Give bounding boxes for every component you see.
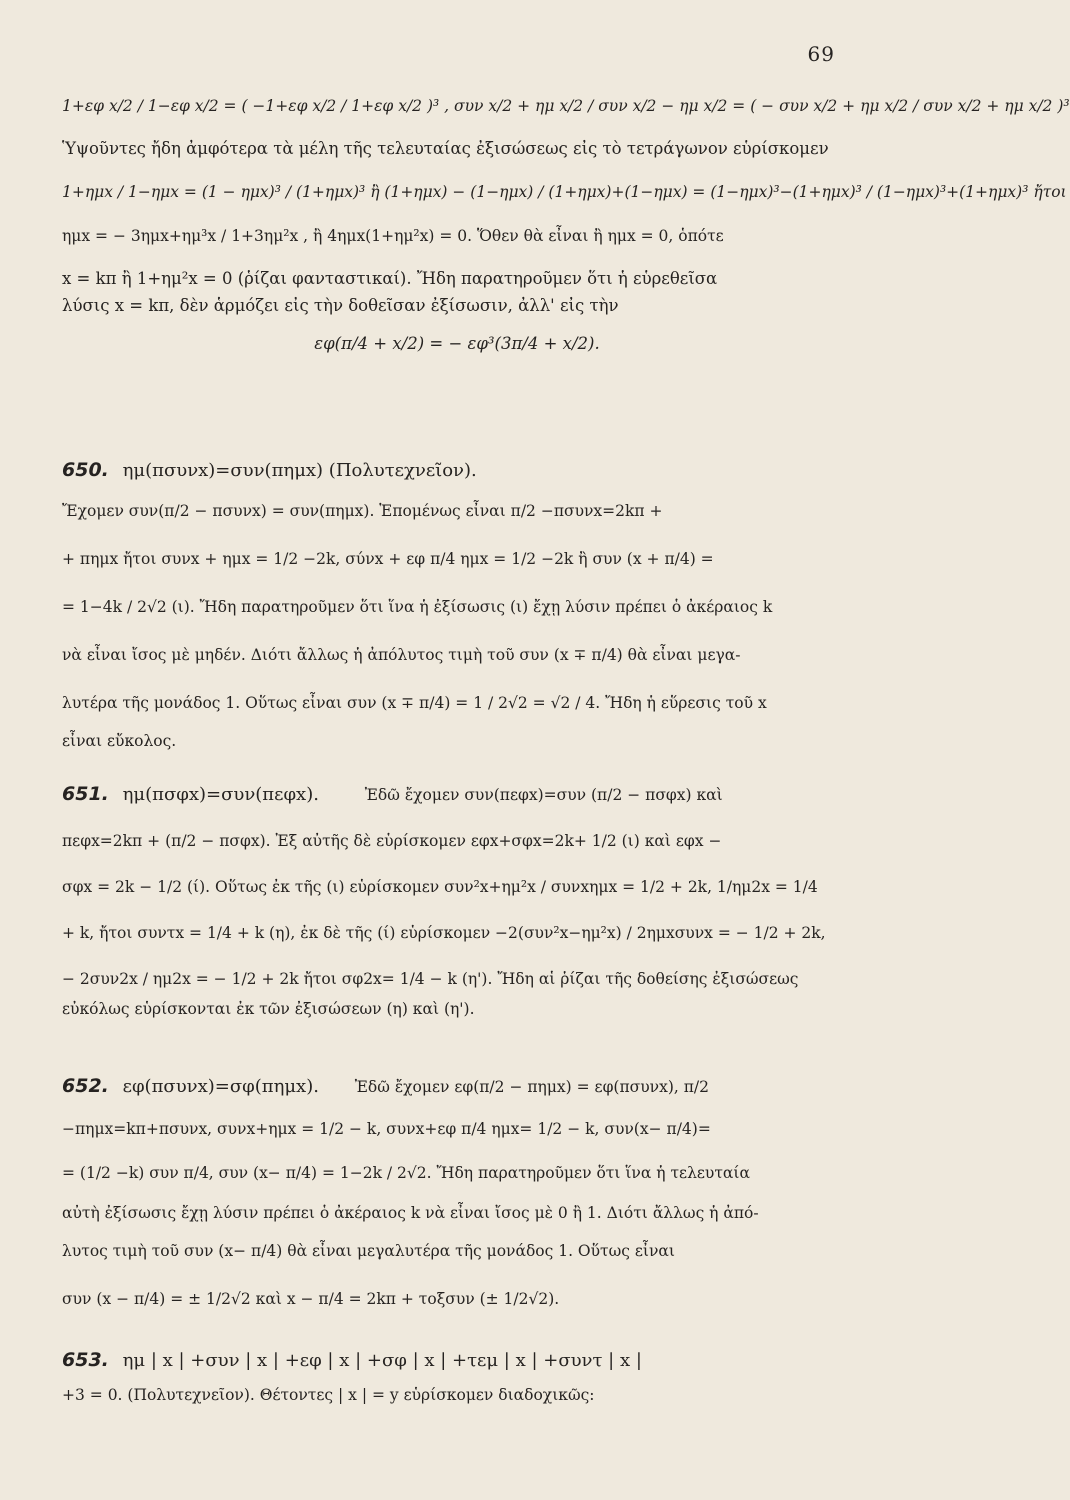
page-number: 69 — [807, 42, 835, 66]
section-heading — [62, 1348, 852, 1373]
section-title-tail: Ἐδῶ ἔχομεν εφ(π/2 − πημx) = εφ(πσυνx), π/2 — [354, 1078, 709, 1096]
section-heading — [62, 782, 852, 807]
section-653 — [62, 1342, 852, 1405]
section-number: 653. — [62, 1349, 109, 1371]
section-number: 650. — [62, 459, 109, 481]
section-651 — [62, 776, 852, 1019]
text-line: νὰ εἶναι ἴσος μὲ μηδέν. Διότι ἄλλως ἡ ἀπόλυτος τιμὴ τοῦ συν (x ∓ π/4) θὰ εἶναι μεγα- — [62, 646, 741, 665]
equation-line: 1+ημx / 1−ημx = (1 − ημx)³ / (1+ημx)³ ἢ (1+ημx) − (1−ημx) / (1+ημx)+(1−ημx) = (1−ημx)³−(1+ημx)³ / (1−ημx)³+(1+ημx)³ ἤτοι — [62, 182, 1067, 201]
text-line: πεφx=2kπ + (π/2 − πσφx). Ἐξ αὐτῆς δὲ εὑρίσκομεν εφx+σφx=2k+ 1/2 (ι) καὶ εφx − — [62, 831, 722, 850]
equation-line: εφ(π/4 + x/2) = − εφ³(3π/4 + x/2). — [314, 333, 600, 353]
text-line: λύσις x = kπ, δὲν ἁρμόζει εἰς τὴν δοθεῖσαν ἐξίσωσιν, ἀλλ' εἰς τὴν — [62, 296, 619, 316]
section-title: ημ(πσυνx)=συν(πημx) (Πολυτεχνεῖον). — [122, 460, 477, 481]
text-line: + k, ἤτοι συντx = 1/4 + k (η), ἐκ δὲ τῆς (ί) εὑρίσκομεν −2(συν²x−ημ²x) / 2ημxσυνx = − 1/2 + 2k, — [62, 923, 826, 942]
section-number: 652. — [62, 1075, 109, 1097]
equation-line: 1+εφ x/2 / 1−εφ x/2 = ( −1+εφ x/2 / 1+εφ x/2 )³ , συν x/2 + ημ x/2 / συν x/2 − ημ x/2 = ( − συν x/2 + ημ x/2 / συν x/2 + ημ x/2 )³ — [62, 97, 1070, 115]
text-line: εὐκόλως εὑρίσκονται ἐκ τῶν ἐξισώσεων (η) καὶ (η'). — [62, 1000, 475, 1019]
section-number: 651. — [62, 783, 109, 805]
section-heading — [62, 1074, 852, 1099]
text-line: −πημx=kπ+πσυνx, συνx+ημx = 1/2 − k, συνx+εφ π/4 ημx= 1/2 − k, συν(x− π/4)= — [62, 1119, 711, 1138]
text-line: ημx = − 3ημx+ημ³x / 1+3ημ²x , ἢ 4ημx(1+ημ²x) = 0. Ὅθεν θὰ εἶναι ἢ ημx = 0, ὁπότε — [62, 226, 724, 245]
section-title-tail: Ἐδῶ ἔχομεν συν(πεφx)=συν (π/2 − πσφx) καὶ — [364, 786, 723, 804]
text-line: αὐτὴ ἐξίσωσις ἔχῃ λύσιν πρέπει ὁ ἀκέραιος k νὰ εἶναι ἴσος μὲ 0 ἢ 1. Διότι ἄλλως ἡ ἀπό- — [62, 1203, 759, 1222]
text-line: συν (x − π/4) = ± 1/2√2 καὶ x − π/4 = 2kπ + τοξσυν (± 1/2√2). — [62, 1290, 560, 1309]
section-652 — [62, 1068, 852, 1309]
text-line: λυτος τιμὴ τοῦ συν (x− π/4) θὰ εἶναι μεγαλυτέρα τῆς μονάδος 1. Οὕτως εἶναι — [62, 1242, 675, 1261]
text-line: = 1−4k / 2√2 (ι). Ἤδη παρατηροῦμεν ὅτι ἵνα ἡ ἐξίσωσις (ι) ἔχῃ λύσιν πρέπει ὁ ἀκέραιος k — [62, 597, 773, 616]
text-line: x = kπ ἢ 1+ημ²x = 0 (ῥίζαι φανταστικαί). Ἤδη παρατηροῦμεν ὅτι ἡ εὑρεθεῖσα — [62, 268, 718, 288]
text-line: Ἔχομεν συν(π/2 − πσυνx) = συν(πημx). Ἑπομένως εἶναι π/2 −πσυνx=2kπ + — [62, 501, 663, 520]
section-title: ημ(πσφx)=συν(πεφx). — [122, 784, 319, 805]
text-line: σφx = 2k − 1/2 (ί). Οὕτως ἐκ τῆς (ι) εὑρίσκομεν συν²x+ημ²x / συνxημx = 1/2 + 2k, 1/ημ2x = 1/4 — [62, 877, 818, 896]
intro-block — [62, 96, 1070, 354]
text-line: λυτέρα τῆς μονάδος 1. Οὕτως εἶναι συν (x ∓ π/4) = 1 / 2√2 = √2 / 4. Ἤδη ἡ εὕρεσις τοῦ x — [62, 694, 767, 713]
text-line: +3 = 0. (Πολυτεχνεῖον). Θέτοντες | x | = y εὑρίσκομεν διαδοχικῶς: — [62, 1385, 595, 1404]
text-line: − 2συν2x / ημ2x = − 1/2 + 2k ἤτοι σφ2x= 1/4 − k (η'). Ἤδη αἱ ῥίζαι τῆς δοθείσης ἐξισώσεως — [62, 970, 799, 989]
text-line: Ὑψοῦντες ἤδη ἀμφότερα τὰ μέλη τῆς τελευταίας ἐξισώσεως εἰς τὸ τετράγωνον εὑρίσκομεν — [62, 139, 829, 159]
text-line: = (1/2 −k) συν π/4, συν (x− π/4) = 1−2k / 2√2. Ἤδη παρατηροῦμεν ὅτι ἵνα ἡ τελευταία — [62, 1163, 750, 1182]
section-title: ημ | x | +συν | x | +εφ | x | +σφ | x | +τεμ | x | +συντ | x | — [122, 1350, 642, 1371]
text-line: + πημx ἤτοι συνx + ημx = 1/2 −2k, σύνx + εφ π/4 ημx = 1/2 −2k ἢ συν (x + π/4) = — [62, 549, 714, 568]
section-650 — [62, 452, 852, 752]
section-title: εφ(πσυνx)=σφ(πημx). — [122, 1076, 319, 1097]
section-heading — [62, 458, 852, 483]
text-line: εἶναι εὔκολος. — [62, 732, 177, 751]
